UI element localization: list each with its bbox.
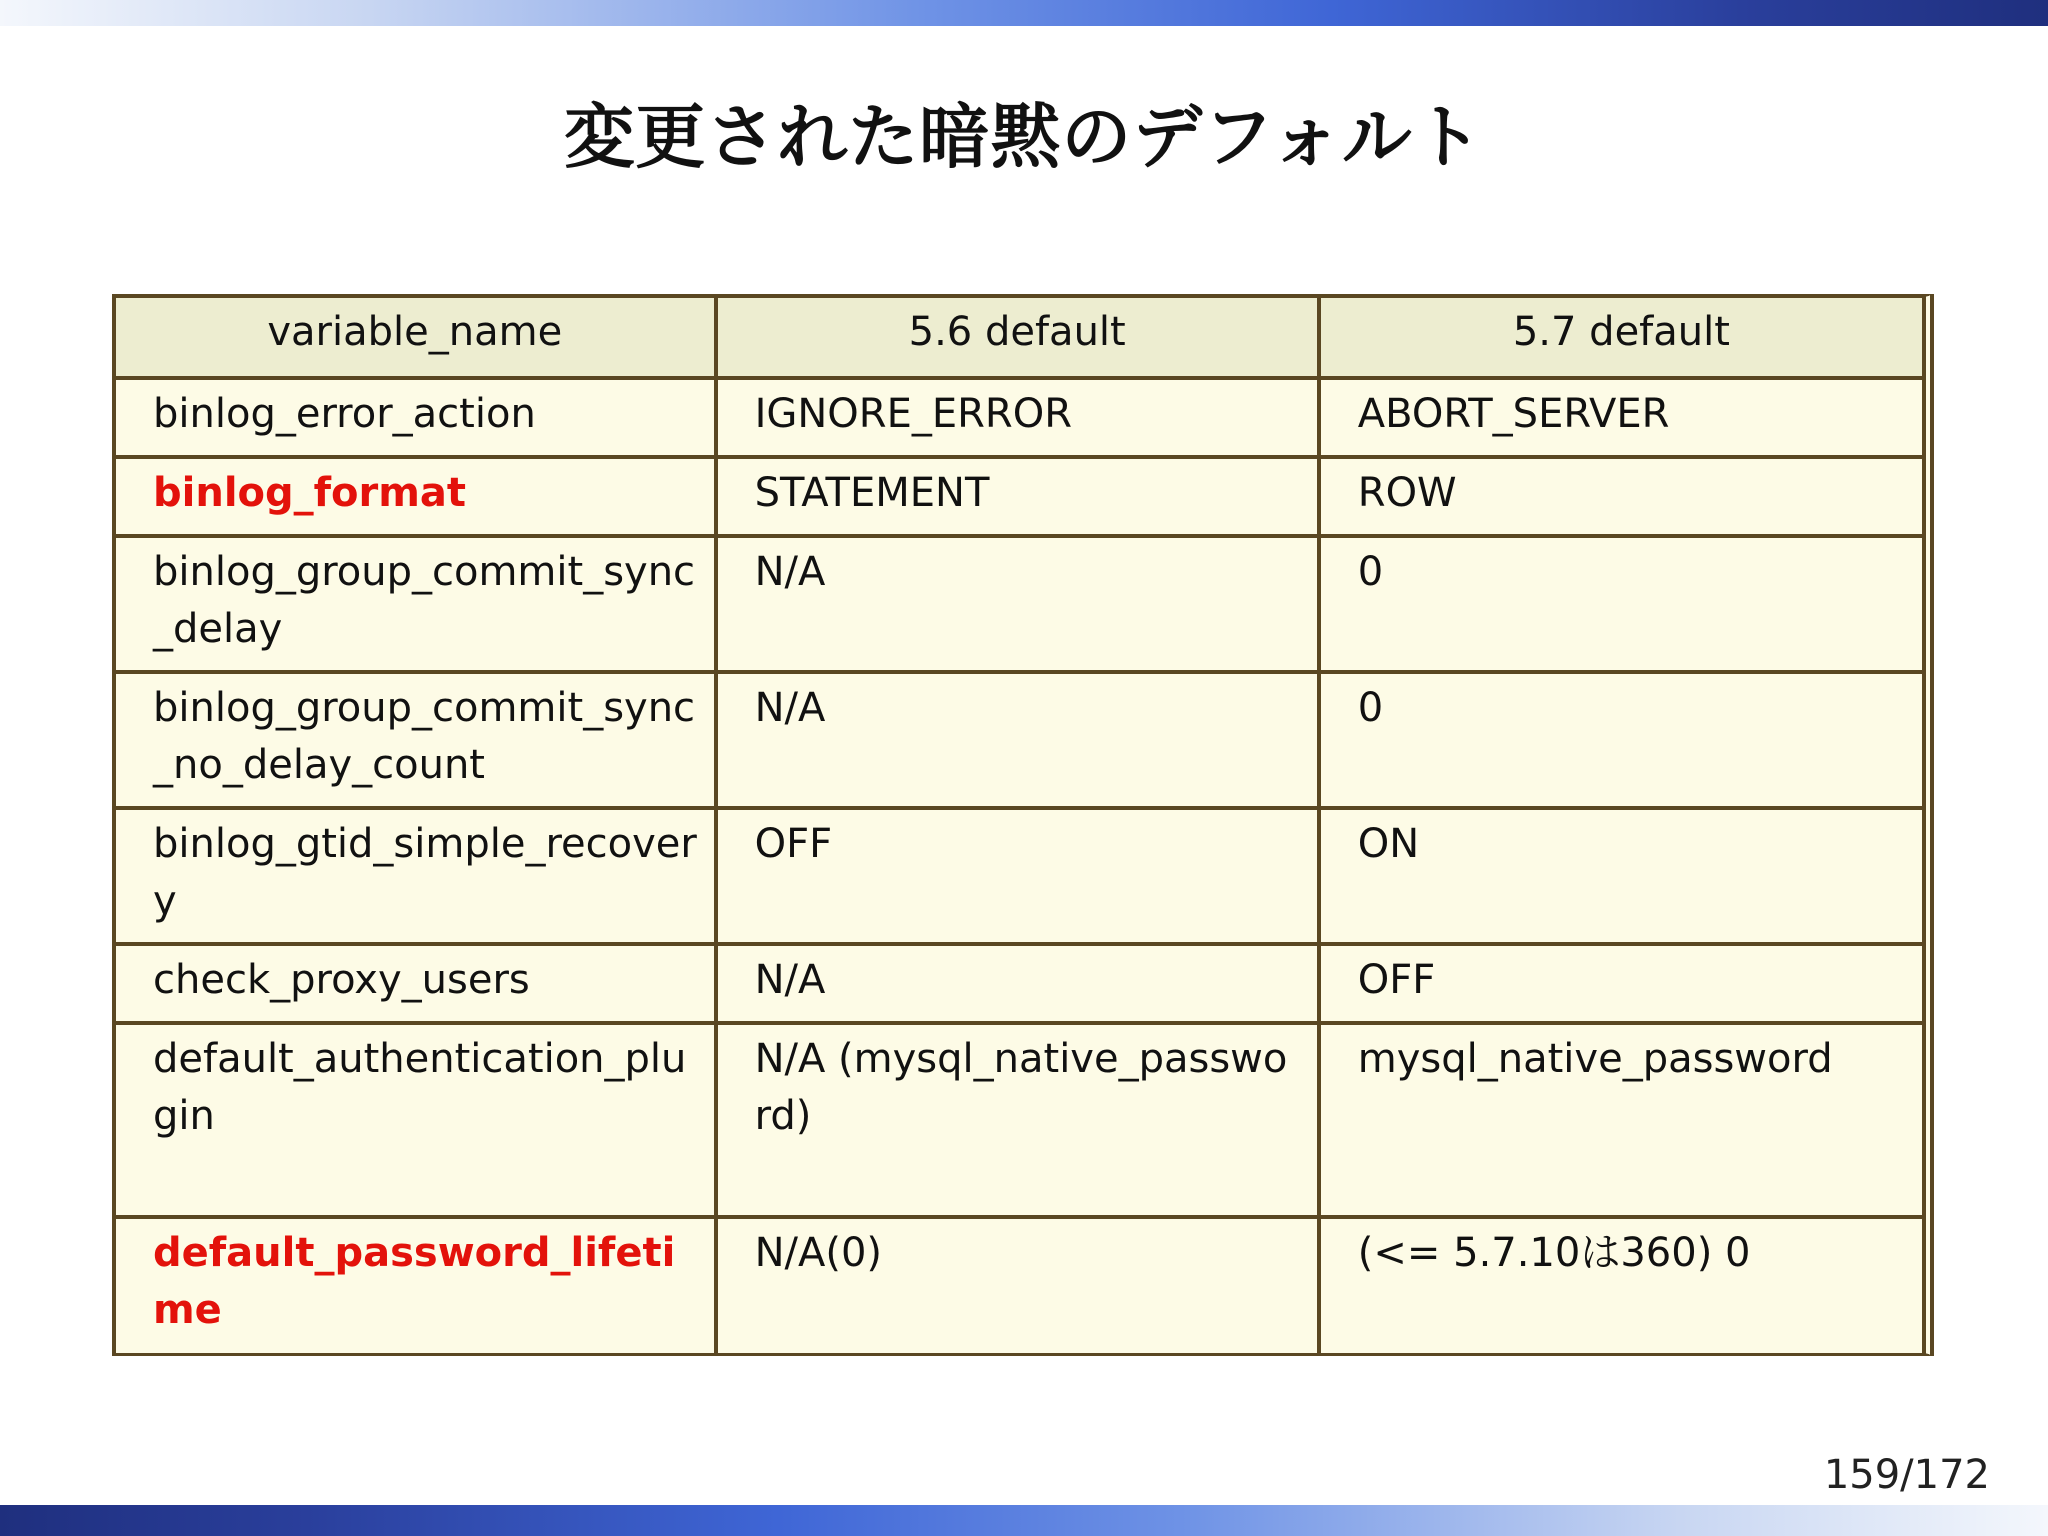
defaults-table-frame xyxy=(112,294,1934,1356)
cell-56-default: N/A xyxy=(716,672,1319,808)
table-row xyxy=(116,378,1922,457)
header-variable-name: variable_name xyxy=(116,298,716,378)
cell-57-default: ABORT_SERVER xyxy=(1319,378,1922,457)
cell-56-default: OFF xyxy=(716,808,1319,944)
cell-56-default: IGNORE_ERROR xyxy=(716,378,1319,457)
cell-57-default: 0 xyxy=(1319,536,1922,672)
cell-56-default: N/A (mysql_native_password) xyxy=(716,1023,1319,1217)
header-57-default: 5.7 default xyxy=(1319,298,1922,378)
cell-variable-name: binlog_gtid_simple_recovery xyxy=(116,808,716,944)
cell-variable-name-highlighted: default_password_lifetime xyxy=(116,1217,716,1353)
cell-56-default: N/A xyxy=(716,944,1319,1023)
table-row xyxy=(116,457,1922,536)
cell-57-default: 0 xyxy=(1319,672,1922,808)
cell-variable-name: check_proxy_users xyxy=(116,944,716,1023)
slide-title: 変更された暗黙のデフォルト xyxy=(564,96,1484,178)
cell-57-default: ON xyxy=(1319,808,1922,944)
cell-57-default: (<= 5.7.10は360) 0 xyxy=(1319,1217,1922,1353)
cell-57-default: ROW xyxy=(1319,457,1922,536)
page-number: 159/172 xyxy=(1823,1452,1990,1498)
cell-56-default: N/A(0) xyxy=(716,1217,1319,1353)
top-gradient-bar xyxy=(0,0,2048,26)
cell-variable-name: default_authentication_plugin xyxy=(116,1023,716,1217)
defaults-table xyxy=(116,298,1922,1353)
table-row xyxy=(116,808,1922,944)
table-row xyxy=(116,1023,1922,1217)
table-row xyxy=(116,672,1922,808)
header-56-default: 5.6 default xyxy=(716,298,1319,378)
table-header-row xyxy=(116,298,1922,378)
cell-57-default: mysql_native_password xyxy=(1319,1023,1922,1217)
cell-variable-name-highlighted: binlog_format xyxy=(116,457,716,536)
cell-56-default: STATEMENT xyxy=(716,457,1319,536)
cell-57-default: OFF xyxy=(1319,944,1922,1023)
cell-variable-name: binlog_error_action xyxy=(116,378,716,457)
cell-variable-name: binlog_group_commit_sync_no_delay_count xyxy=(116,672,716,808)
table-row xyxy=(116,1217,1922,1353)
cell-56-default: N/A xyxy=(716,536,1319,672)
table-row xyxy=(116,944,1922,1023)
bottom-gradient-bar xyxy=(0,1505,2048,1536)
cell-variable-name: binlog_group_commit_sync_delay xyxy=(116,536,716,672)
table-row xyxy=(116,536,1922,672)
